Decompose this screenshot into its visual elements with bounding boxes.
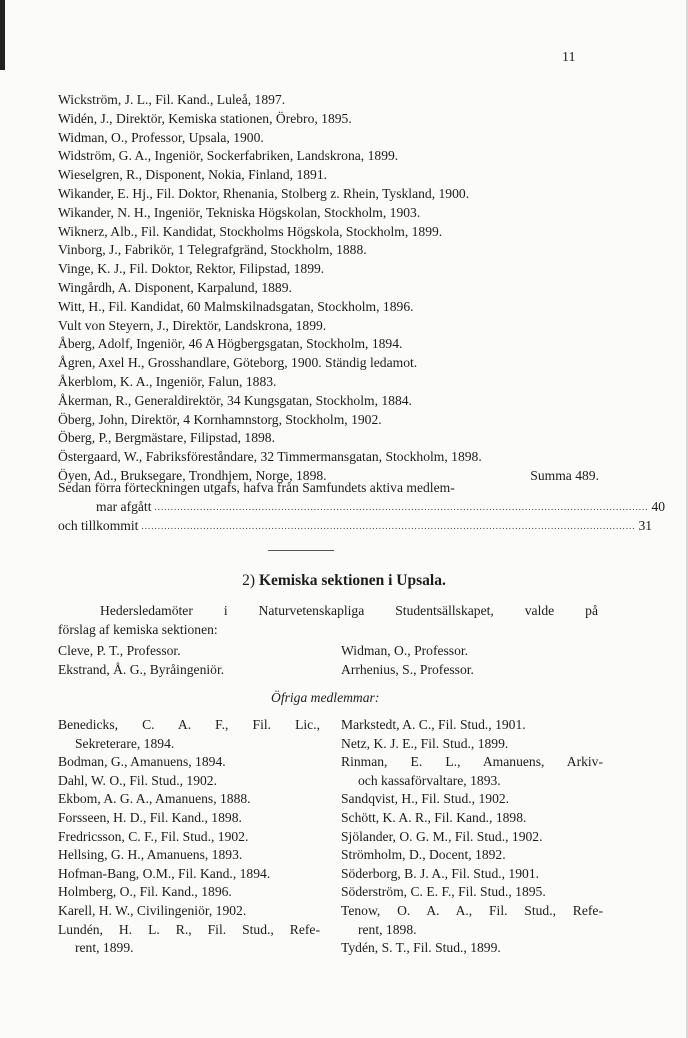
list-item: Lundén, H. L. R., Fil. Stud., Refe- [58,921,320,937]
list-item: Wiknerz, Alb., Fil. Kandidat, Stockholms Högskola, Stockholm, 1899. [58,223,443,239]
list-item: Vinborg, J., Fabrikör, 1 Telegrafgränd, Stockholm, 1888. [58,242,367,258]
list-item: Ekstrand, Å. G., Byråingeniör. [58,661,225,677]
list-item-continuation: rent, 1899. [75,940,134,956]
member-total: Summa 489. [530,467,599,483]
list-item: Karell, H. W., Civilingeniör, 1902. [58,902,247,918]
leader-dots: ........................................................................................................................................................ [154,501,649,512]
list-item: Fredricsson, C. F., Fil. Stud., 1902. [58,828,249,844]
list-item: Vult von Steyern, J., Direktör, Landskrona, 1899. [58,317,327,333]
list-item: Holmberg, O., Fil. Kand., 1896. [58,884,232,900]
page-number: 11 [562,50,576,65]
list-item: Hellsing, G. H., Amanuens, 1893. [58,847,243,863]
last-member: Öyen, Ad., Bruksegare, Trondhjem, Norge, 1898. [58,467,327,483]
list-item: Söderström, C. E. F., Fil. Stud., 1895. [341,884,546,900]
list-item: Widman, O., Professor, Upsala, 1900. [58,129,264,145]
list-item: Öberg, John, Direktör, 4 Kornhamnstorg, Stockholm, 1902. [58,411,382,427]
honorary-members-right [341,642,474,679]
list-item: Söderborg, B. J. A., Fil. Stud., 1901. [341,865,540,881]
intro-line-2: förslag af kemiska sektionen: [58,621,218,637]
list-item: Sandqvist, H., Fil. Stud., 1902. [341,791,510,807]
list-item: Ågren, Axel H., Grosshandlare, Göteborg, 1900. Ständig ledamot. [58,355,418,371]
list-item: Witt, H., Fil. Kandidat, 60 Malmskilnadsgatan, Stockholm, 1896. [58,298,414,314]
list-item: Vinge, K. J., Fil. Doktor, Rektor, Filipstad, 1899. [58,261,325,277]
list-item: Tydén, S. T., Fil. Stud., 1899. [341,940,501,956]
list-item-continuation: rent, 1898. [358,921,417,937]
list-item: Wikander, N. H., Ingeniör, Tekniska Högskolan, Stockholm, 1903. [58,204,421,220]
list-item-continuation: Sekreterare, 1894. [75,735,175,751]
list-item: Arrhenius, S., Professor. [341,661,474,677]
list-item: Wickström, J. L., Fil. Kand., Luleå, 1897. [58,92,286,107]
list-item: Markstedt, A. C., Fil. Stud., 1901. [341,717,526,732]
note-line-3 [58,517,653,536]
list-item: Sjölander, O. G. M., Fil. Stud., 1902. [341,828,543,844]
list-item: Widström, G. A., Ingeniör, Sockerfabriken, Landskrona, 1899. [58,148,399,164]
list-item: Tenow, O. A. A., Fil. Stud., Refe- [341,902,603,918]
honorary-members-left [58,642,224,679]
list-item: Dahl, W. O., Fil. Stud., 1902. [58,772,217,788]
section-number: 2) [242,572,256,589]
leader-dots: ........................................................................................................................................................ [141,520,636,531]
departed-label: mar afgått [96,498,152,514]
list-item: Åkerman, R., Generaldirektör, 34 Kungsgatan, Stockholm, 1884. [58,392,412,408]
page-corner-mark [0,0,5,70]
note-line-2 [58,498,666,517]
intro-line-1: Hedersledamöter i Naturvetenskapliga Studentsällskapet, valde på [100,603,598,618]
list-item: Strömholm, D., Docent, 1892. [341,847,506,863]
list-item: Öberg, P., Bergmästare, Filipstad, 1898. [58,430,275,446]
section-heading [0,572,688,590]
list-item: Widén, J., Direktör, Kemiska stationen, Örebro, 1895. [58,110,352,126]
list-item: Wikander, E. Hj., Fil. Doktor, Rhenania, Stolberg z. Rhein, Tyskland, 1900. [58,185,470,201]
list-item: Forsseen, H. D., Fil. Kand., 1898. [58,809,242,825]
other-members-right [341,716,603,958]
note-line-1: Sedan förra förteckningen utgafs, hafva från Samfundets aktiva medlem- [58,480,455,495]
honorary-intro [58,602,598,639]
membership-change-note [58,479,666,535]
joined-count: 31 [638,517,653,533]
departed-count: 40 [651,498,666,514]
list-item: Widman, O., Professor. [341,643,469,658]
list-item: Wingårdh, A. Disponent, Karpalund, 1889. [58,279,292,295]
list-item-continuation: och kassaförvaltare, 1893. [358,772,501,788]
list-item: Östergaard, W., Fabriksföreståndare, 32 Timmermansgatan, Stockholm, 1898. [58,449,482,465]
other-members-left [58,716,320,958]
other-members-heading-text: Öfriga medlemmar: [271,690,380,705]
member-list [58,91,603,486]
section-divider [268,550,334,551]
list-item: Cleve, P. T., Professor. [58,643,181,658]
list-item: Netz, K. J. E., Fil. Stud., 1899. [341,735,509,751]
list-item: Wieselgren, R., Disponent, Nokia, Finland, 1891. [58,167,328,183]
list-item: Åkerblom, K. A., Ingeniör, Falun, 1883. [58,373,277,389]
section-title: Kemiska sektionen i Upsala. [258,572,446,589]
list-item: Bodman, G., Amanuens, 1894. [58,754,226,770]
list-item: Benedicks, C. A. F., Fil. Lic., [58,717,320,732]
list-item: Schött, K. A. R., Fil. Kand., 1898. [341,809,527,825]
list-item: Hofman-Bang, O.M., Fil. Kand., 1894. [58,865,271,881]
joined-label: och tillkommit [58,517,139,533]
list-item: Åberg, Adolf, Ingeniör, 46 A Högbergsgatan, Stockholm, 1894. [58,336,403,352]
list-item: Ekbom, A. G. A., Amanuens, 1888. [58,791,251,807]
list-item: Rinman, E. L., Amanuens, Arkiv- [341,754,603,770]
